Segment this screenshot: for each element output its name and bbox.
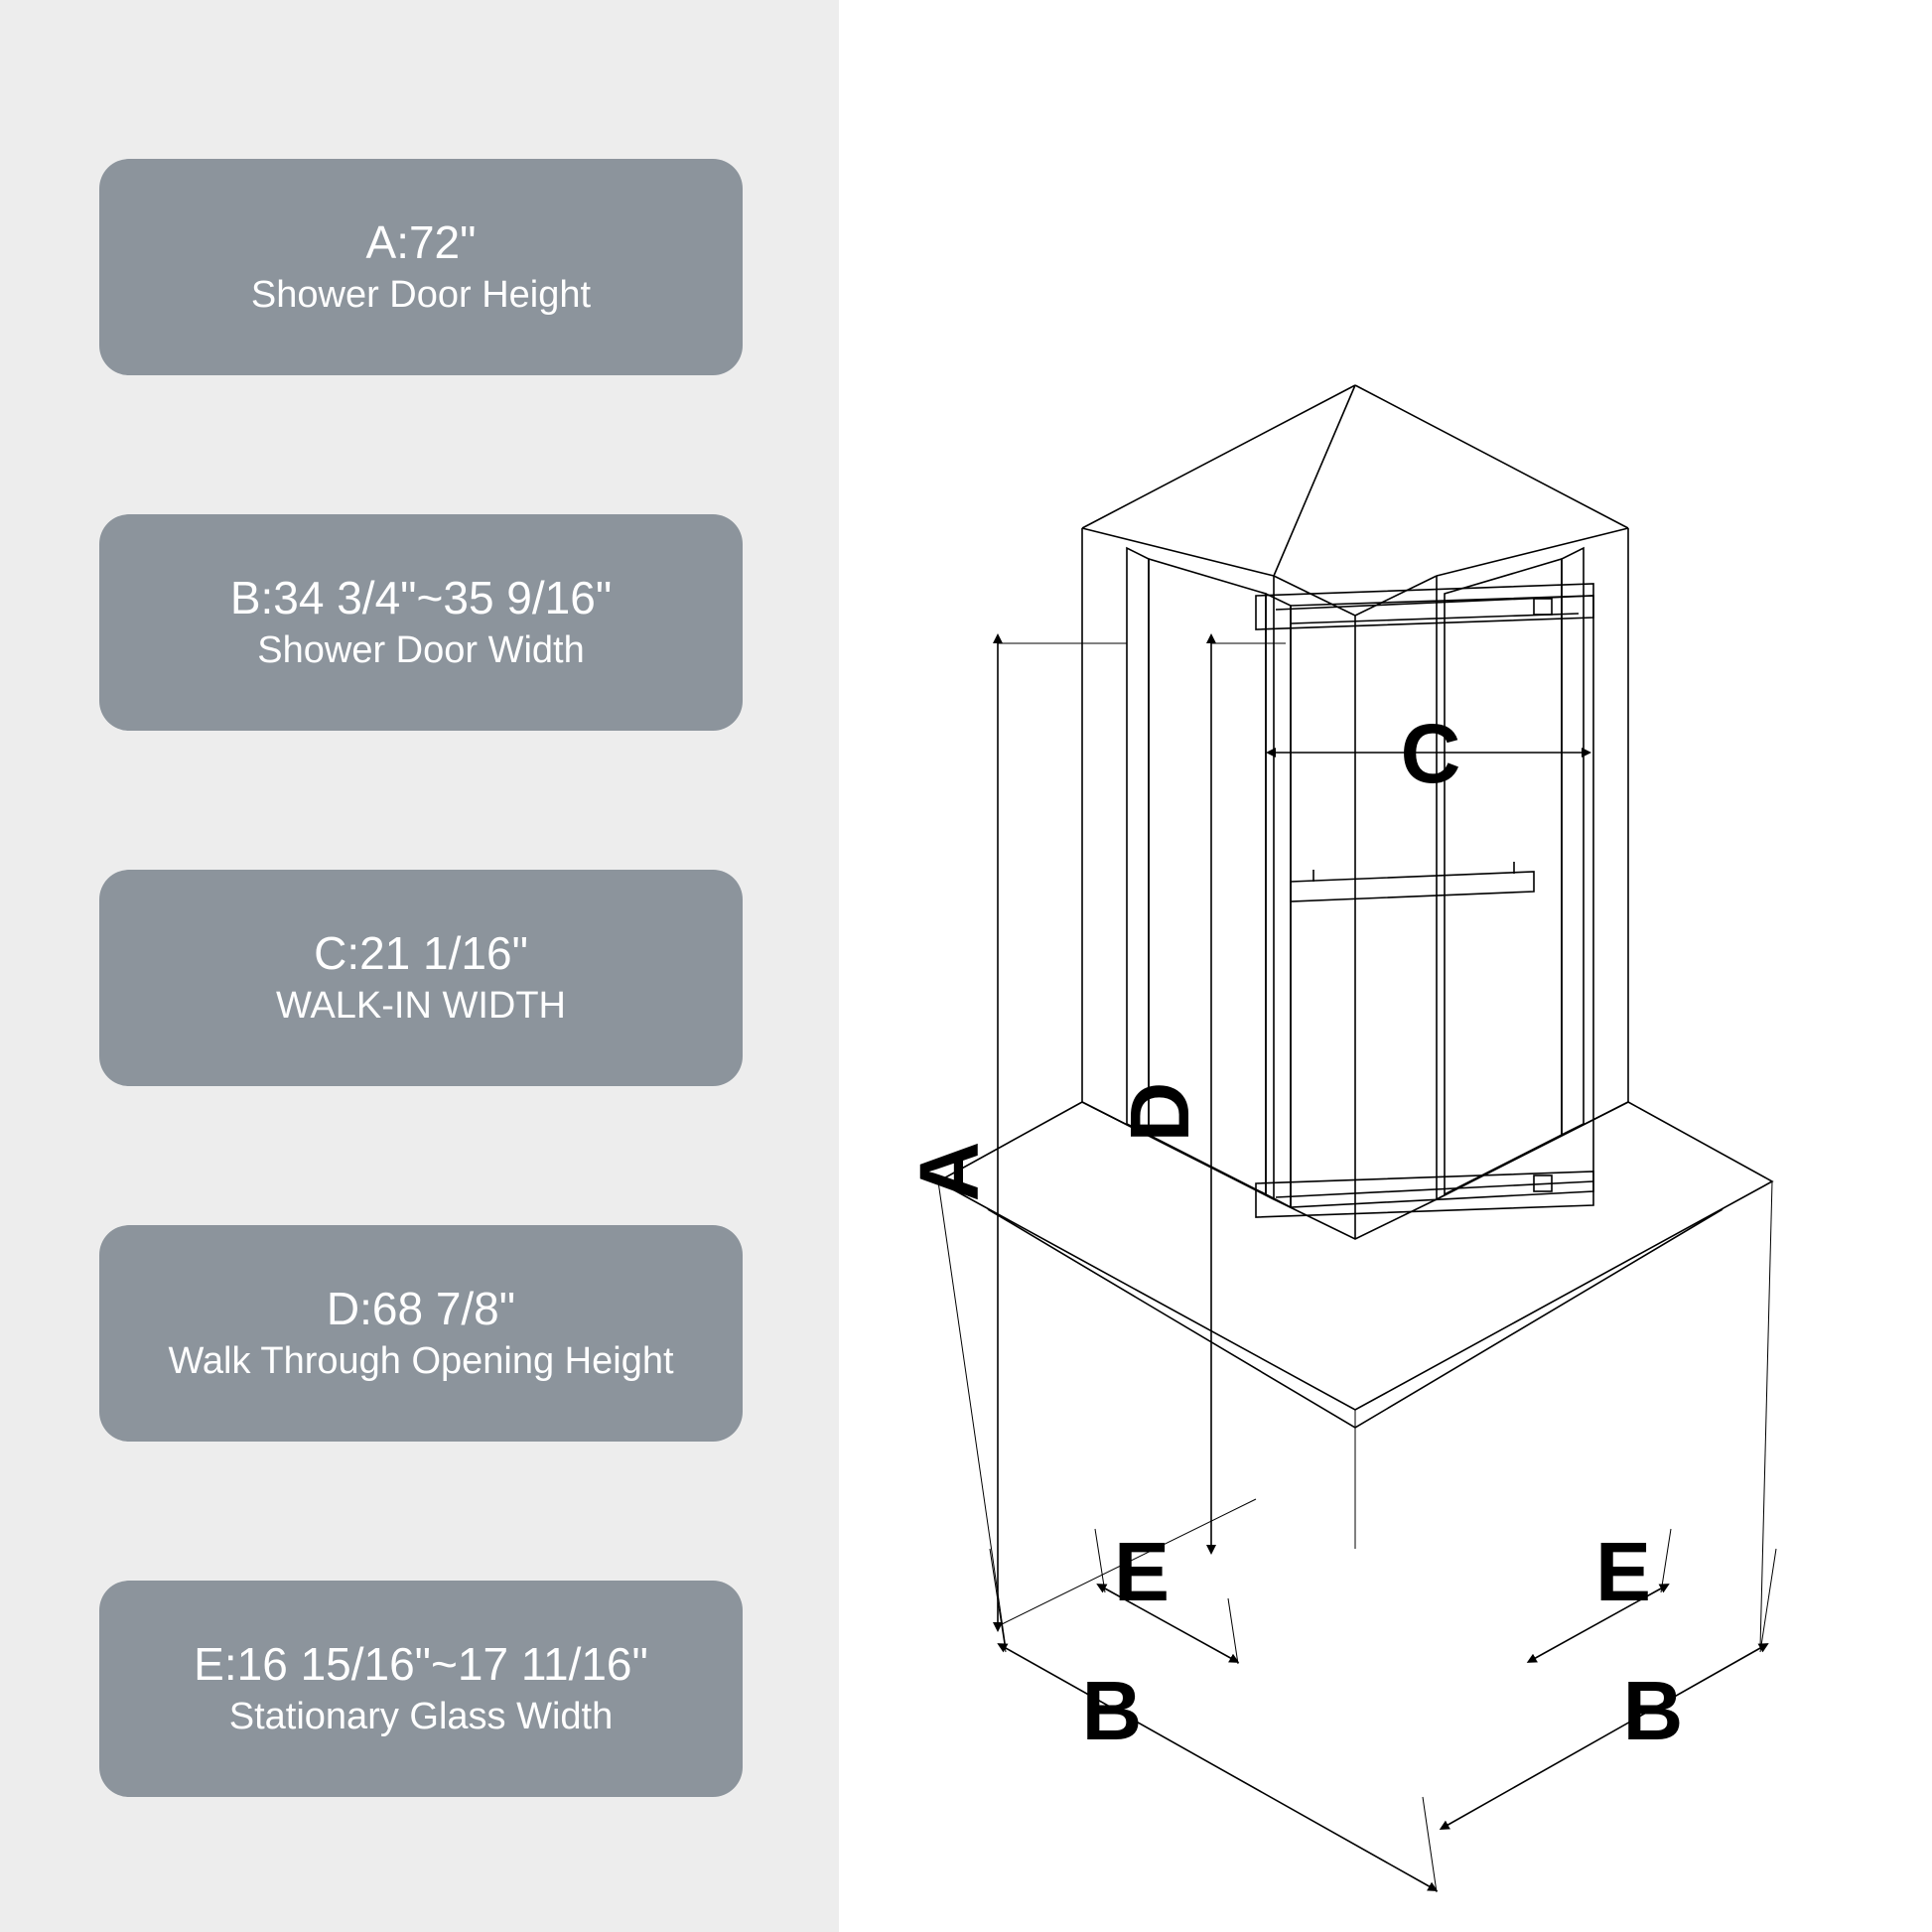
legend-code-d: D:68 7/8" (326, 1283, 516, 1335)
right-stationary-glass (1445, 559, 1562, 1194)
left-wall-top-edge (1082, 528, 1274, 576)
legend-code-e: E:16 15/16"~17 11/16" (194, 1638, 648, 1691)
floor-guide-left (938, 1181, 1006, 1648)
legend-card-e (99, 1581, 743, 1797)
dim-label-b-left: B (1081, 1664, 1143, 1757)
corner-edge-upper (1274, 385, 1355, 576)
base-tray-lip (988, 1209, 1723, 1428)
dim-label-b-right: B (1622, 1664, 1684, 1757)
dim-line-b-left (1006, 1648, 1433, 1888)
door-handle-bar (1291, 872, 1534, 901)
dim-label-e-left: E (1113, 1525, 1171, 1618)
legend-code-b: B:34 3/4"~35 9/16" (229, 572, 613, 624)
door-hinge-stile (1266, 594, 1291, 1207)
legend-desc-a: Shower Door Height (250, 274, 592, 317)
wall-top-right-slope (1355, 385, 1628, 528)
left-glass-frame (1127, 548, 1149, 1135)
legend-card-b (99, 514, 743, 731)
door-top-rail (1276, 596, 1593, 610)
dim-label-d: D (1113, 1081, 1206, 1143)
dim-ext-e-left-a (1095, 1529, 1105, 1592)
legend-desc-c: WALK-IN WIDTH (275, 985, 566, 1028)
dim-ext-e-right-a (1661, 1529, 1671, 1592)
dim-ext-b-left-b (1423, 1797, 1437, 1892)
legend-desc-b: Shower Door Width (257, 629, 585, 672)
right-wall-top-edge (1437, 528, 1628, 576)
floor-guide-right (1760, 1181, 1772, 1648)
right-glass-frame (1562, 548, 1584, 1135)
legend-desc-d: Walk Through Opening Height (168, 1340, 674, 1383)
door-bottom-rail (1276, 1181, 1593, 1197)
dim-line-b-right (1445, 1648, 1760, 1827)
dim-label-a: A (902, 1141, 996, 1202)
legend-panel (0, 0, 839, 1932)
wall-top-left-slope (1082, 385, 1355, 528)
legend-code-a: A:72" (365, 216, 477, 269)
dim-label-e-right: E (1594, 1525, 1652, 1618)
legend-card-a (99, 159, 743, 375)
dim-label-c: C (1400, 707, 1461, 800)
legend-code-c: C:21 1/16" (314, 927, 528, 980)
dim-ext-e-left-b (1228, 1598, 1238, 1664)
shower-enclosure-drawing (839, 0, 1932, 1932)
legend-desc-e: Stationary Glass Width (228, 1696, 614, 1738)
legend-card-d (99, 1225, 743, 1442)
right-wall (1437, 528, 1628, 1199)
hinge-top (1534, 599, 1552, 615)
shower-enclosure-svg (839, 0, 1932, 1932)
legend-card-c (99, 870, 743, 1086)
door-glass-panel (1291, 596, 1593, 1207)
corner-wall-inner (1274, 576, 1437, 616)
